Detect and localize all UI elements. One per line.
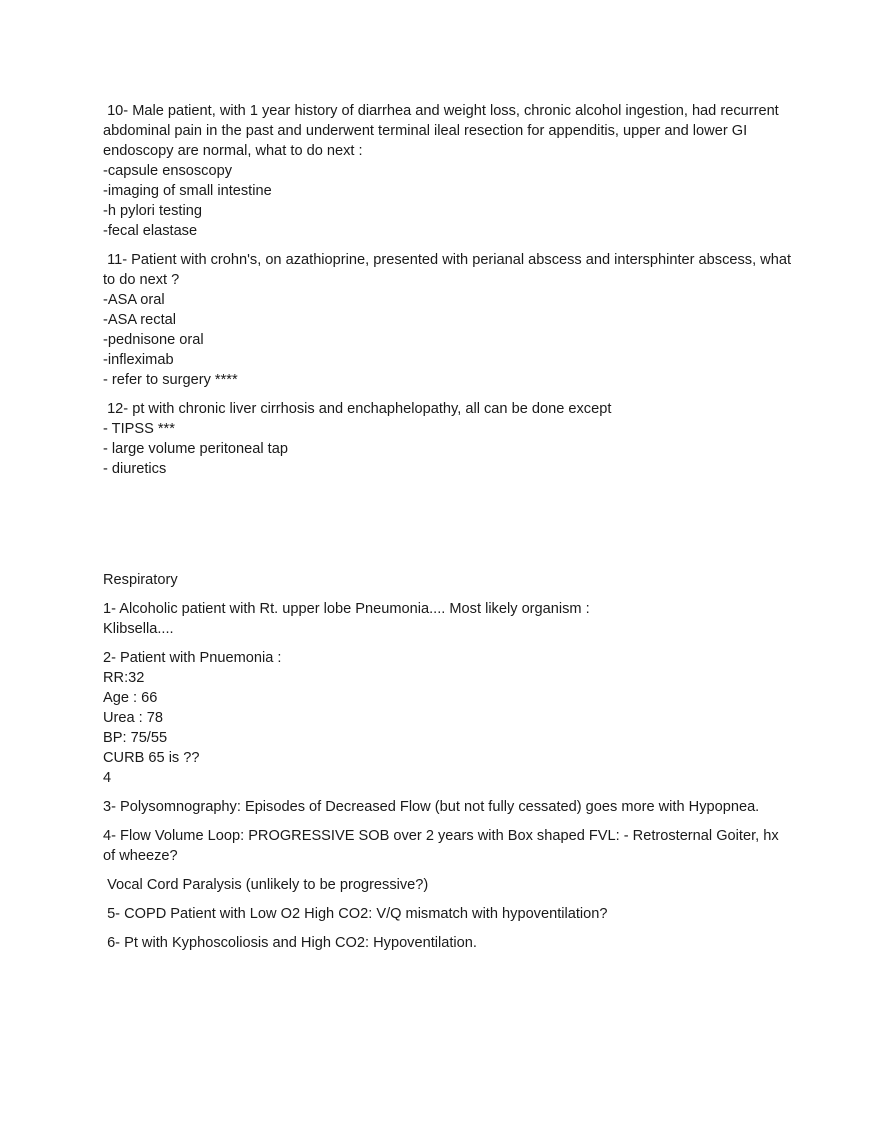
- respiratory-heading: Respiratory: [103, 572, 178, 588]
- question-11-option-3: -pednisone oral: [103, 332, 204, 348]
- resp-question-1: [103, 599, 793, 639]
- question-10-option-2: -imaging of small intestine: [103, 183, 272, 199]
- question-11-option-1: -ASA oral: [103, 292, 165, 308]
- resp-question-5-text: 5- COPD Patient with Low O2 High CO2: V/Q mismatch with hypoventilation?: [103, 906, 608, 922]
- resp-question-2-line-5: CURB 65 is ??: [103, 750, 200, 766]
- resp-question-2-answer: 4: [103, 770, 112, 786]
- question-11-option-4: -infleximab: [103, 352, 174, 368]
- question-12-text: 12- pt with chronic liver cirrhosis and enchaphelopathy, all can be done except: [103, 401, 612, 417]
- resp-question-6-text: 6- Pt with Kyphoscoliosis and High CO2: Hypoventilation.: [103, 935, 477, 951]
- question-10-text: 10- Male patient, with 1 year history of diarrhea and weight loss, chronic alcohol ingestion, had recurrent abdominal pain in the past and underwent terminal ileal resection for appenditis, upper and lower GI endoscopy are normal, what to do next :: [103, 103, 783, 159]
- question-10-option-1: -capsule ensoscopy: [103, 163, 232, 179]
- question-12-option-2: - large volume peritoneal tap: [103, 441, 288, 457]
- resp-question-4: [103, 826, 793, 866]
- question-10-option-3: -h pylori testing: [103, 203, 202, 219]
- resp-question-2-line-4: BP: 75/55: [103, 730, 168, 746]
- question-12-option-1: - TIPSS ***: [103, 421, 175, 437]
- resp-question-2-line-2: Age : 66: [103, 690, 158, 706]
- question-11: [103, 250, 796, 390]
- question-11-option-5: - refer to surgery ****: [103, 372, 238, 388]
- question-11-option-2: -ASA rectal: [103, 312, 176, 328]
- resp-question-3-text: 3- Polysomnography: Episodes of Decreased Flow (but not fully cessated) goes more with Hypopnea.: [103, 799, 760, 815]
- resp-question-6: [103, 933, 793, 953]
- question-10: [103, 101, 793, 241]
- question-11-text: 11- Patient with crohn's, on azathioprine, presented with perianal abscess and intersphinter abscess, what to do next ?: [103, 252, 796, 288]
- resp-question-2-text: 2- Patient with Pnuemonia :: [103, 650, 282, 666]
- resp-question-2-line-1: RR:32: [103, 670, 145, 686]
- resp-question-5: [103, 904, 793, 924]
- section-spacer: [103, 488, 793, 570]
- resp-question-4-text: 4- Flow Volume Loop: PROGRESSIVE SOB over 2 years with Box shaped FVL: - Retrosternal Goiter, hx of wheeze?: [103, 828, 783, 864]
- question-12-option-3: - diuretics: [103, 461, 167, 477]
- resp-question-2: [103, 648, 793, 788]
- question-12: [103, 399, 793, 479]
- resp-question-4-note: [103, 875, 793, 895]
- resp-question-2-line-3: Urea : 78: [103, 710, 164, 726]
- resp-question-4-note-text: Vocal Cord Paralysis (unlikely to be progressive?): [103, 877, 429, 893]
- resp-question-3: [103, 797, 793, 817]
- section-heading-respiratory: [103, 570, 793, 590]
- resp-question-1-answer: Klibsella....: [103, 621, 174, 637]
- document-page: [103, 101, 796, 962]
- question-10-option-4: -fecal elastase: [103, 223, 198, 239]
- resp-question-1-text: 1- Alcoholic patient with Rt. upper lobe Pneumonia.... Most likely organism :: [103, 601, 590, 617]
